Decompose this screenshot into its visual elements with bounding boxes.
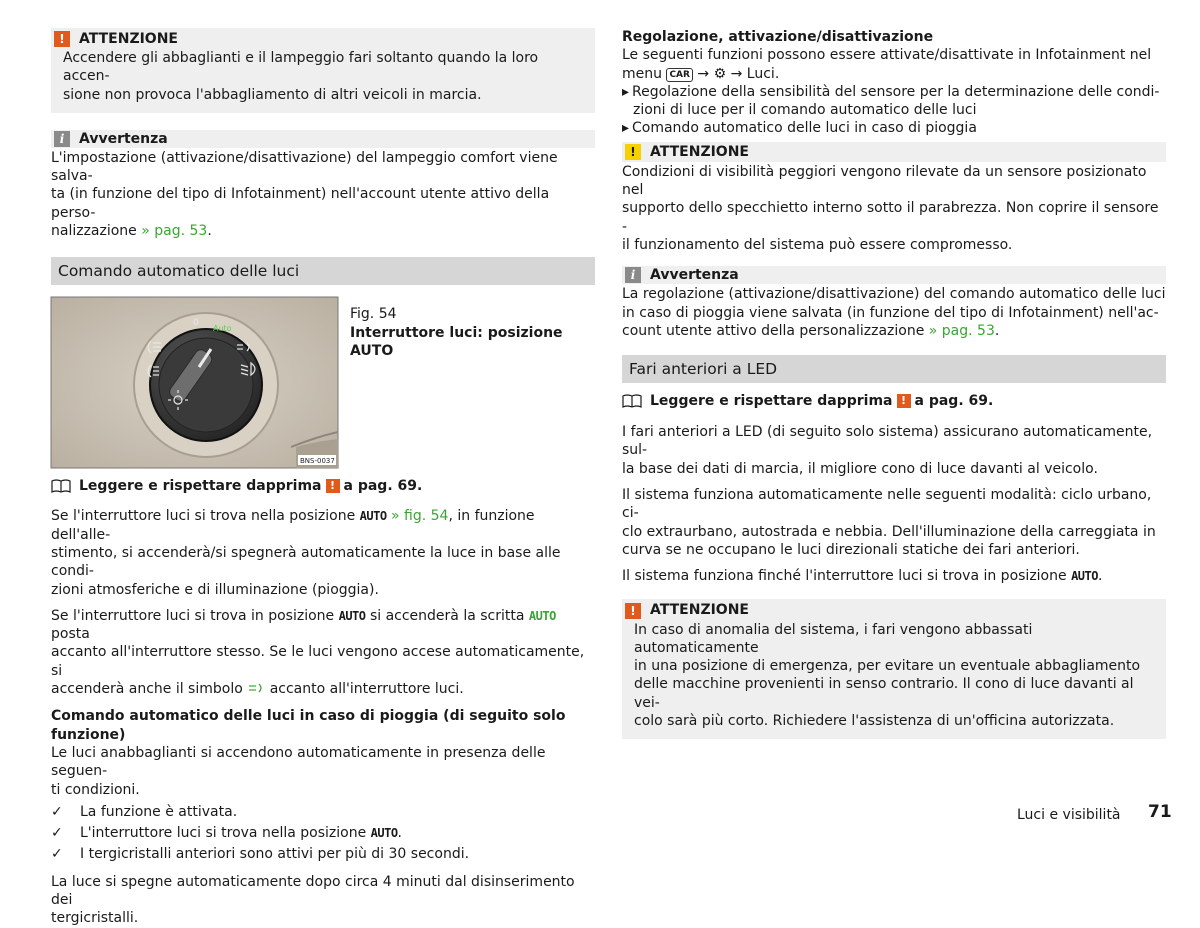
text-line: Le luci anabbaglianti si accendono automaticamente in presenza delle seguen- (51, 744, 546, 780)
paragraph-auto-position (51, 507, 595, 598)
section-title-auto-lights: Comando automatico delle luci (51, 257, 595, 285)
text-line: colo sarà più corto. Richiedere l'assistenza di un'officina autorizzata. (634, 713, 1115, 730)
note-header (51, 130, 595, 148)
text-line (51, 680, 595, 698)
figure-number: Fig. 54 (350, 306, 397, 323)
check-icon: ✓ (51, 803, 63, 820)
text-line: sione non provoca l'abbagliamento di altri veicoli in marcia. (63, 86, 482, 103)
dial-label-0: 0 (193, 318, 199, 329)
text-line: clo extraurbano, autostrada e nebbia. Dell'illuminazione della carreggiata in (622, 523, 1156, 540)
rain-function-block (51, 707, 595, 798)
warning-text (622, 621, 1166, 731)
figure-caption (350, 305, 595, 360)
warning-icon: ! (326, 479, 340, 493)
text-span: accanto all'interruttore luci. (265, 681, 464, 698)
text-span: si accenderà la scritta (365, 607, 529, 624)
warning-title: ATTENZIONE (79, 30, 178, 47)
text-line: zioni di luce per il comando automatico delle luci (633, 102, 977, 119)
paragraph-led-condition (622, 567, 1166, 585)
text-line: in caso di pioggia viene salvata (in funzione del tipo di Infotainment) nell'ac- (622, 304, 1159, 321)
image-code: BNS-0037 (300, 457, 335, 466)
text-line: supporto dello specchietto interno sotto il parabrezza. Non coprire il sensore - (622, 200, 1159, 235)
text-line: il funzionamento del sistema può essere compromesso. (622, 236, 1013, 253)
text-span: Se l'interruttore luci si trova in posizione (51, 607, 339, 624)
text-line: I fari anteriori a LED (di seguito solo sistema) assicurano automaticamente, sul- (622, 424, 1153, 459)
text-span: . (207, 223, 212, 240)
text-line: in una posizione di emergenza, per evitare un eventuale abbagliamento (634, 658, 1141, 675)
light-switch-image (51, 297, 338, 468)
text-line: zioni atmosferiche e di illuminazione (pioggia). (51, 581, 379, 598)
text-line (622, 322, 1166, 340)
list-item (622, 119, 1166, 137)
right-column (622, 28, 1166, 739)
read-first-page[interactable]: a pag. 69. (914, 393, 994, 410)
text-span: accenderà anche il simbolo (51, 681, 248, 698)
list-item-text: I tergicristalli anteriori sono attivi per più di 30 secondi. (80, 845, 470, 862)
note-header (622, 266, 1166, 284)
text-line: accanto all'interruttore stesso. Se le luci vengono accese automaticamente, si (51, 644, 585, 679)
read-first-notice (51, 477, 595, 495)
text-line (51, 607, 595, 644)
read-first-text: Leggere e rispettare dapprima (79, 478, 322, 495)
section-title-led-headlights: Fari anteriori a LED (622, 355, 1166, 383)
paragraph-led-modes (622, 486, 1166, 559)
dial-label-auto: Auto (213, 324, 232, 334)
list-item-text: La funzione è attivata. (80, 803, 238, 820)
warning-icon: ! (54, 31, 70, 47)
warning-title: ATTENZIONE (650, 143, 749, 160)
check-icon: ✓ (51, 845, 63, 862)
text-span: L'interruttore luci si trova nella posizione (80, 824, 371, 841)
text-span: Se l'interruttore luci si trova nella posizione (51, 508, 360, 525)
text-line: Condizioni di visibilità peggiori vengono rilevate da un sensore posizionato nel (622, 163, 1147, 199)
warning-icon: ! (625, 144, 641, 160)
auto-label: AUTO (338, 608, 366, 623)
bullet-icon: ▸ (622, 83, 630, 100)
warning-header (622, 142, 1166, 162)
warning-header (622, 602, 1166, 620)
text-line: Le seguenti funzioni possono essere attivate/disattivate in Infotainment nel (622, 47, 1152, 64)
settings-block (622, 28, 1166, 138)
text-line (622, 65, 1166, 83)
list-item (51, 823, 595, 844)
note-title: Avvertenza (650, 267, 739, 284)
note-rain-setting (622, 266, 1166, 340)
book-icon (51, 479, 71, 493)
figure-title: Interruttore luci: posizione AUTO (350, 324, 563, 359)
paragraph-led-intro (622, 423, 1166, 478)
text-line: stimento, si accenderà/si spegnerà automaticamente la luce in base alle condi- (51, 544, 561, 580)
page-link[interactable]: » pag. 53 (928, 322, 995, 339)
auto-label-green: AUTO (528, 608, 556, 623)
figure-link[interactable]: » fig. 54 (386, 508, 449, 525)
list-item (51, 844, 595, 865)
paragraph-auto-indicator (51, 607, 595, 698)
warning-icon: ! (625, 603, 641, 619)
left-column (51, 28, 595, 928)
page-number: 71 (1148, 802, 1172, 822)
list-item (51, 802, 595, 823)
condition-checklist (51, 802, 595, 865)
auto-label: AUTO (1071, 569, 1098, 584)
read-first-text: Leggere e rispettare dapprima (650, 393, 893, 410)
text-span: . (1097, 568, 1103, 585)
text-span: posta (51, 626, 90, 643)
settings-heading: Regolazione, attivazione/disattivazione (622, 29, 934, 45)
text-span: . (994, 322, 1000, 339)
text-line: tergicristalli. (51, 910, 139, 927)
auto-label: AUTO (370, 825, 398, 840)
list-item (622, 83, 1166, 101)
page-link[interactable]: » pag. 53 (141, 223, 208, 240)
text-line: curva se ne occupano le luci direzionali statiche dei fari anteriori. (622, 541, 1080, 558)
warning-icon: ! (897, 394, 911, 408)
text-line: Accendere gli abbaglianti e il lampeggio fari soltanto quando la loro accen- (63, 50, 539, 85)
text-span: Il sistema funziona finché l'interruttore luci si trova in posizione (622, 568, 1072, 585)
check-icon: ✓ (51, 824, 63, 841)
list-item-text: Regolazione della sensibilità del sensore per la determinazione delle condi- (632, 83, 1160, 100)
gear-icon: ⚙ (713, 65, 727, 82)
text-span: menu (622, 65, 667, 82)
text-line (51, 507, 595, 544)
text-line: ta (in funzione del tipo di Infotainment) nell'account utente attivo della perso- (51, 186, 550, 221)
text-line: L'impostazione (attivazione/disattivazione) del lampeggio comfort viene salva- (51, 149, 558, 185)
rain-heading: Comando automatico delle luci in caso di pioggia (di seguito solo funzione) (51, 708, 566, 743)
car-key-icon: CAR (666, 68, 693, 82)
text-line: Il sistema funziona automaticamente nelle seguenti modalità: ciclo urbano, ci- (622, 487, 1152, 522)
list-item-text: Comando automatico delle luci in caso di pioggia (632, 120, 977, 137)
paragraph-auto-off (51, 873, 595, 928)
read-first-page[interactable]: a pag. 69. (343, 478, 423, 495)
note-comfort-flash (51, 130, 595, 240)
warning-header (51, 30, 595, 48)
footer-section-title: Luci e visibilità (1017, 807, 1121, 823)
info-icon: i (54, 131, 70, 147)
text-line: la base dei dati di marcia, il migliore cono di luce davanti al veicolo. (622, 460, 1098, 477)
auto-light-symbol-icon (247, 683, 265, 693)
auto-label: AUTO (359, 509, 387, 524)
note-title: Avvertenza (79, 130, 168, 147)
warning-box-sensor (622, 142, 1166, 254)
figure-54 (51, 297, 595, 468)
text-line: ti condizioni. (51, 781, 140, 798)
warning-title: ATTENZIONE (650, 602, 749, 619)
warning-box-led-fault (622, 599, 1166, 740)
text-line: La luce si spegne automaticamente dopo circa 4 minuti dal disinserimento dei (51, 873, 575, 909)
read-first-notice (622, 392, 1166, 410)
text-line: delle macchine provenienti in senso contrario. Il cono di luce davanti al vei- (634, 676, 1134, 711)
text-line: In caso di anomalia del sistema, i fari vengono abbassati automaticamente (634, 621, 1033, 656)
text-span: , in funzione dell'alle- (51, 508, 535, 543)
book-icon (622, 394, 642, 408)
text-span: nalizzazione (51, 223, 142, 240)
info-icon: i (625, 267, 641, 283)
warning-text (51, 49, 595, 104)
text-line: La regolazione (attivazione/disattivazione) del comando automatico delle luci (622, 286, 1166, 303)
bullet-icon: ▸ (622, 120, 630, 137)
text-span: count utente attivo della personalizzazione (622, 322, 929, 339)
text-line (51, 222, 595, 240)
list-item-text (80, 823, 402, 844)
warning-box-headlights (51, 28, 595, 113)
text-span: → Luci. (726, 65, 780, 82)
text-span: → (692, 65, 714, 82)
text-span: . (397, 824, 402, 841)
